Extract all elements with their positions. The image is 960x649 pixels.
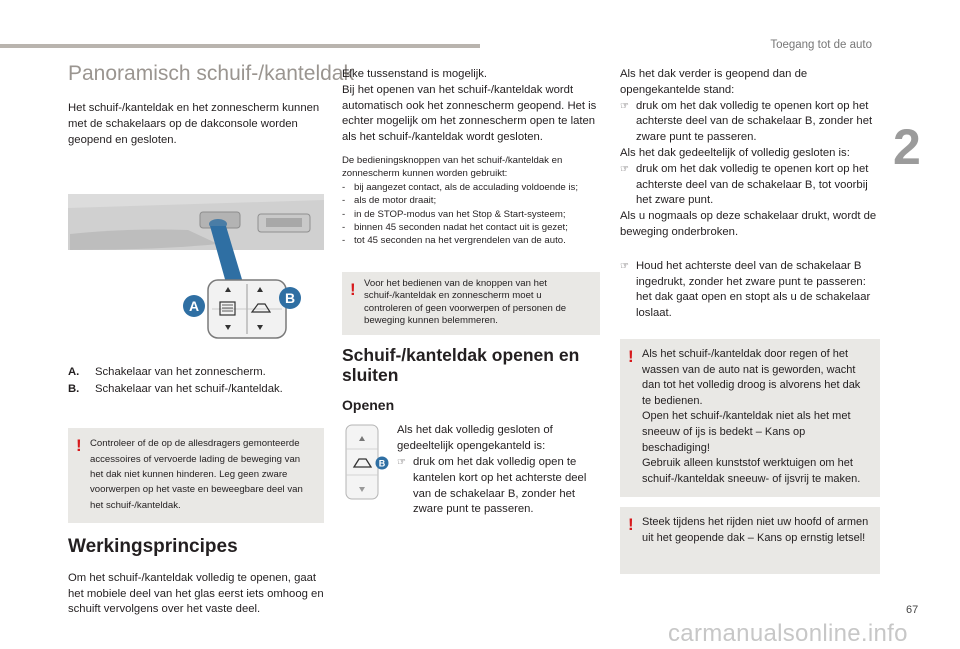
open-instructions xyxy=(342,423,600,517)
pointing-hand-icon: ☞ xyxy=(620,163,629,175)
list-item: - binnen 45 seconden nadat het contact uit is gezet; xyxy=(342,222,568,234)
chapter-number: 2 xyxy=(893,119,921,175)
paragraph: Als u nogmaals op deze schakelaar drukt, wordt de beweging onderbroken. xyxy=(620,210,877,238)
header-rule xyxy=(0,44,480,48)
pointing-hand-icon: ☞ xyxy=(397,457,406,469)
roof-console-figure xyxy=(68,194,324,344)
legend-text: Schakelaar van het zonnescherm. xyxy=(95,366,266,379)
paragraph: Als het dak gedeeltelijk of volledig gesloten is: xyxy=(620,146,850,159)
conditions-list xyxy=(342,181,600,248)
warning-box xyxy=(620,507,880,574)
principle-paragraph: Om het schuif-/kanteldak volledig te openen, gaat het mobiele deel van het glas eerst iets omhoog en schuift vervolgens over het vaste deel. xyxy=(68,571,324,616)
intro-paragraph: Het schuif-/kanteldak en het zonnescherm kunnen met de schakelaars op de dakconsole worden geopend en gesloten. xyxy=(68,102,320,146)
instruction-step: ☞ Houd het achterste deel van de schakelaar B ingedrukt, zonder het zware punt te passeren: het dak gaat open en stopt als u de schakelaar loslaat. xyxy=(620,259,880,322)
exclamation-icon: ! xyxy=(628,346,634,366)
instruction-step: ☞ druk om het dak volledig te openen kort op het achterste deel van de schakelaar B, tot voorbij het zware punt. xyxy=(620,162,880,209)
legend-key: B. xyxy=(68,383,80,396)
exclamation-icon: ! xyxy=(628,515,634,535)
list-item: - als de motor draait; xyxy=(342,195,437,207)
watermark: carmanualsonline.info xyxy=(668,620,908,647)
warning-box xyxy=(68,428,324,522)
section-heading: Schuif-/kanteldak openen en sluiten xyxy=(342,345,580,386)
roof-console-illustration xyxy=(68,194,324,344)
instruction-step: ☞ druk om het dak volledig te openen kort op het achterste deel van de schakelaar B, zonder het zware punt te passeren. xyxy=(620,99,880,146)
figure-legend xyxy=(68,364,324,398)
pointing-hand-icon: ☞ xyxy=(620,100,629,112)
paragraph: Als het dak verder is geopend dan de opengekantelde stand: xyxy=(620,68,808,96)
figure-label-b: B xyxy=(378,458,386,469)
list-item: - in de STOP-modus van het Stop & Start-systeem; xyxy=(342,208,566,220)
warning-text: Als het schuif-/kanteldak door regen of het wassen van de auto nat is geworden, wacht dan tot het volledig droog is alvorens het dak te bedienen. Open het schuif-/kanteldak niet als het met sneeuw of ijs is bedekt – Kans op beschadiging! Gebruik alleen kunststof werktuigen om het schuif-/kanteldak sneeuw- of ijsvrij te maken. xyxy=(642,347,861,485)
legend-item xyxy=(68,381,324,398)
warning-box xyxy=(342,272,600,336)
paragraph: Elke tussenstand is mogelijk. xyxy=(342,68,488,80)
paragraph: Bij het openen van het schuif-/kanteldak wordt automatisch ook het zonnescherm geopend. Het is echter mogelijk om het zonnescherm open te laten als het schuif-/kanteldak wordt gesloten. xyxy=(342,83,597,144)
paragraph: Als het dak volledig gesloten of gedeeltelijk opengekanteld is: xyxy=(397,424,553,453)
legend-key: A. xyxy=(68,366,80,379)
column-3 xyxy=(620,67,880,574)
legend-text: Schakelaar van het schuif-/kanteldak. xyxy=(95,383,283,396)
instruction-step: ☞ druk om het dak volledig open te kantelen kort op het achterste deel van de schakelaar B, zonder het zware punt te passeren. xyxy=(397,455,600,518)
section-heading: Werkingsprincipes xyxy=(68,535,238,557)
section-title: Toegang tot de auto xyxy=(770,39,872,51)
page-title: Panoramisch schuif-/kanteldak xyxy=(68,62,354,85)
column-1 xyxy=(68,62,354,618)
warning-text: Steek tijdens het rijden niet uw hoofd of armen uit het geopende dak – Kans op ernstig letsel! xyxy=(642,516,869,544)
exclamation-icon: ! xyxy=(350,279,356,299)
paragraph: De bedieningsknoppen van het schuif-/kanteldak en zonnescherm kunnen worden gebruikt: xyxy=(342,154,563,180)
sub-heading: Openen xyxy=(342,397,395,414)
list-item: - tot 45 seconden na het vergrendelen van de auto. xyxy=(342,235,566,247)
warning-box xyxy=(620,339,880,497)
legend-item xyxy=(68,364,324,381)
figure-label-b: B xyxy=(284,290,296,307)
figure-label-a: A xyxy=(188,298,200,315)
list-item: - bij aangezet contact, als de acculading voldoende is; xyxy=(342,181,579,193)
pointing-hand-icon: ☞ xyxy=(620,260,629,272)
exclamation-icon: ! xyxy=(76,436,82,456)
switch-b-illustration xyxy=(342,423,390,501)
warning-text: Voor het bedienen van de knoppen van het schuif-/kanteldak en zonnescherm moet u controleren of geen voorwerpen of personen de beweging kunnen belemmeren. xyxy=(364,277,567,327)
warning-text: Controleer of de op de allesdragers gemonteerde accessoires of vervoerde lading de beweging van het dak niet kunnen hinderen. Leg geen zware voorwerpen op het vaste en beweegbare deel van het schuif-/kanteldak. xyxy=(90,438,303,511)
page-number: 67 xyxy=(906,604,919,616)
column-2 xyxy=(342,67,600,517)
